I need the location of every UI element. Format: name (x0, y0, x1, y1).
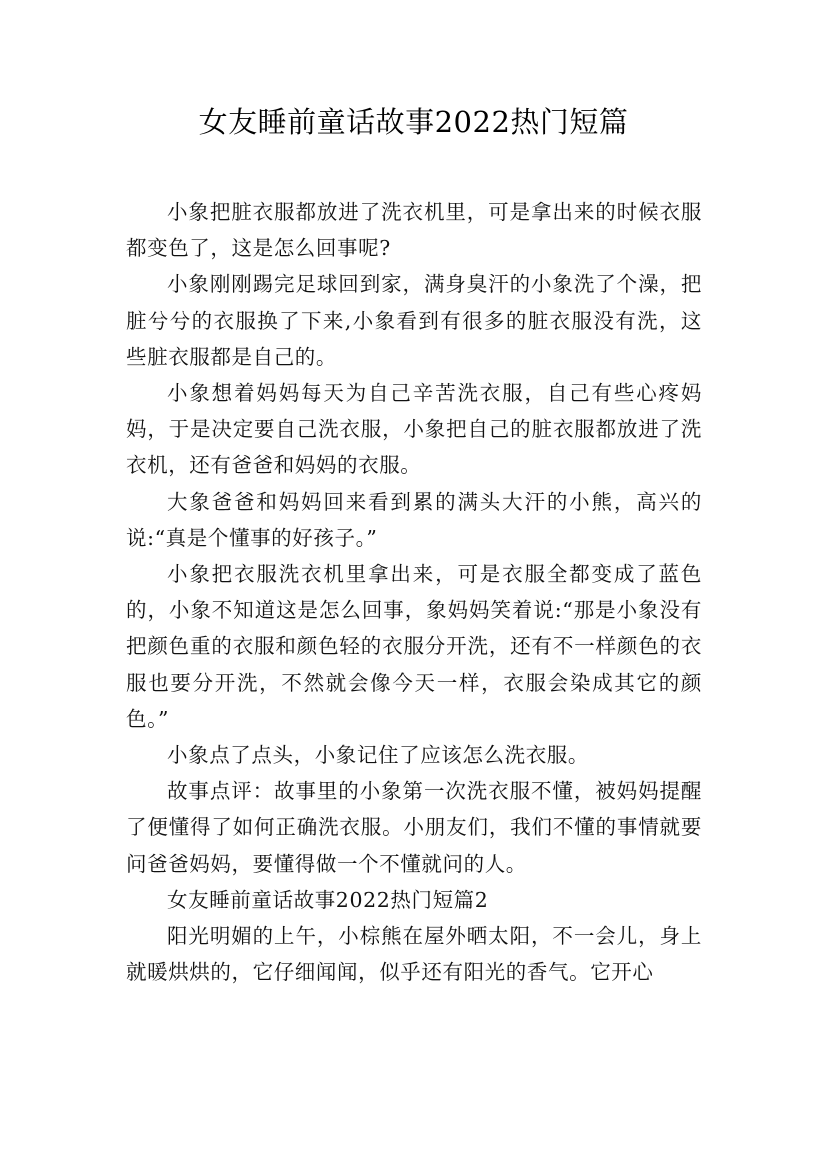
section-heading: 女友睡前童话故事2022热门短篇2 (167, 887, 489, 912)
paragraph: 小象把脏衣服都放进了洗衣机里，可是拿出来的时候衣服都变色了，这是怎么回事呢? (126, 200, 702, 261)
document-title: 女友睡前童话故事2022热门短篇 (198, 105, 629, 139)
paragraph: 小象点了点头，小象记住了应该怎么洗衣服。 (167, 743, 589, 768)
paragraph: 大象爸爸和妈妈回来看到累的满头大汗的小熊，高兴的说:“真是个懂事的好孩子。” (126, 489, 702, 550)
paragraph: 小象刚刚踢完足球回到家，满身臭汗的小象洗了个澡，把脏兮兮的衣服换了下来,小象看到有很多的脏衣服没有洗，这些脏衣服都是自己的。 (126, 272, 702, 369)
paragraph: 故事点评：故事里的小象第一次洗衣服不懂，被妈妈提醒了便懂得了如何正确洗衣服。小朋友们，我们不懂的事情就要问爸爸妈妈，要懂得做一个不懂就问的人。 (126, 779, 702, 876)
paragraph: 小象想着妈妈每天为自己辛苦洗衣服，自己有些心疼妈妈，于是决定要自己洗衣服，小象把自己的脏衣服都放进了洗衣机，还有爸爸和妈妈的衣服。 (126, 381, 702, 478)
paragraph: 小象把衣服洗衣机里拿出来，可是衣服全都变成了蓝色的，小象不知道这是怎么回事，象妈妈笑着说:“那是小象没有把颜色重的衣服和颜色轻的衣服分开洗，还有不一样颜色的衣服也要分开洗，不然就会像今天一样，衣服会染成其它的颜色。” (126, 562, 702, 731)
paragraph: 阳光明媚的上午，小棕熊在屋外晒太阳，不一会儿，身上就暖烘烘的，它仔细闻闻，似乎还有阳光的香气。它开心 (126, 924, 702, 985)
document-body (126, 194, 702, 990)
